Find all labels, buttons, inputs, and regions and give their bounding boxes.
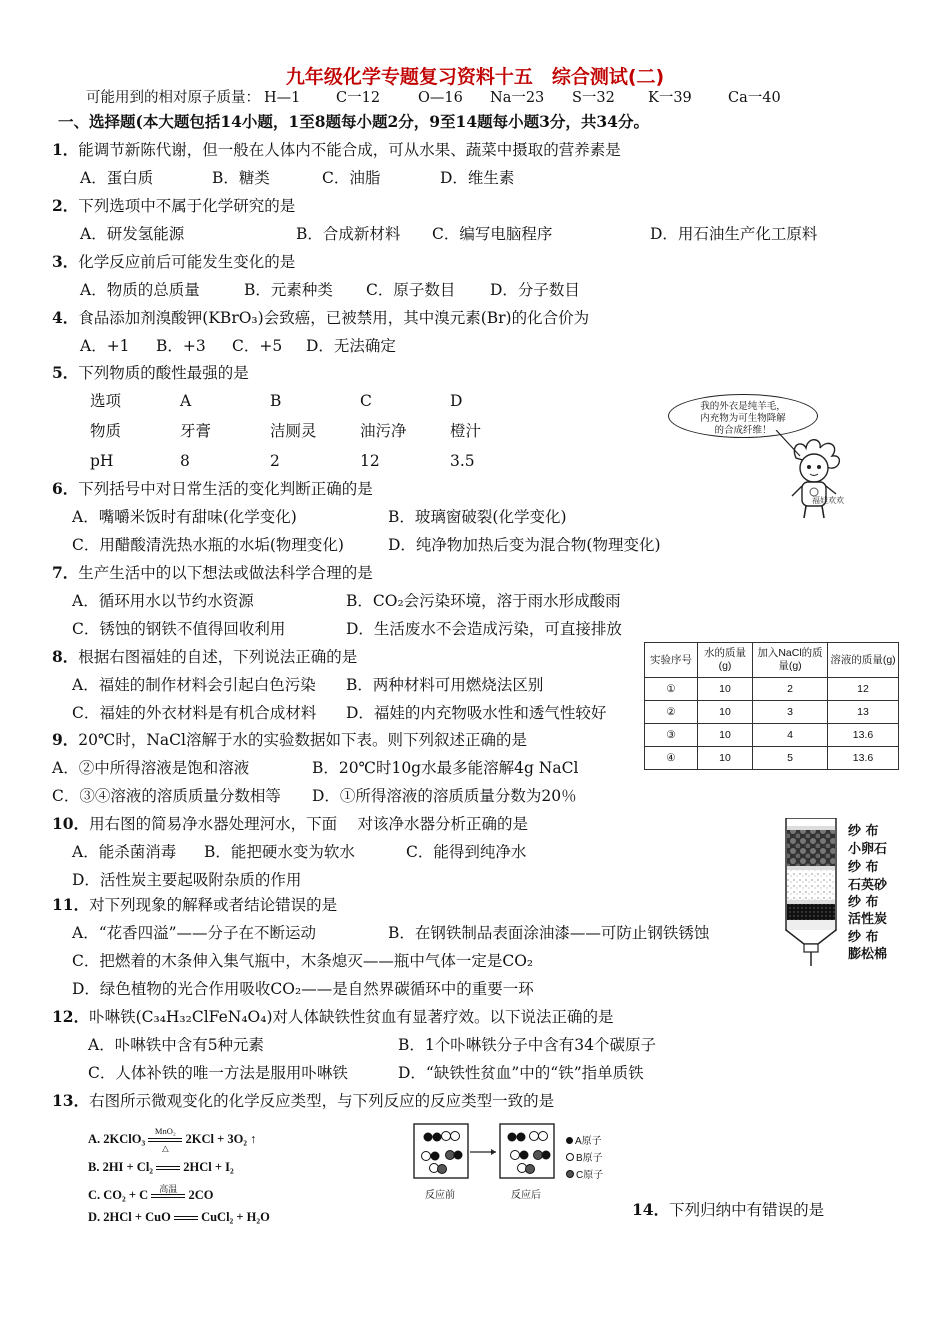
question-3	[52, 252, 295, 272]
reaction-rhs: 2HCl + I₂	[183, 1160, 234, 1174]
reaction-lhs: C. CO₂ + C	[88, 1188, 149, 1202]
option: A．“花香四溢”——分子在不断运动	[72, 924, 317, 942]
option: D．分子数目	[490, 281, 580, 299]
atomic-mass-ca: Ca一40	[728, 90, 781, 106]
question-stem: 下列物质的酸性最强的是	[78, 364, 249, 382]
option: C．油脂	[322, 169, 381, 187]
option: B．20℃时10g水最多能溶解4g NaCl	[312, 759, 579, 777]
micro-caption-before: 反应前	[425, 1190, 455, 1201]
question-stem: 化学反应前后可能发生变化的是	[78, 253, 296, 271]
reaction-rhs: 2CO	[188, 1188, 214, 1202]
question-number: 2．	[52, 196, 79, 215]
table-cell: ②	[645, 701, 698, 724]
question-number: 14．	[632, 1200, 670, 1219]
reaction-rhs: CuCl₂ + H₂O	[201, 1210, 270, 1224]
reaction-condition: △	[162, 1143, 169, 1154]
question-1	[52, 140, 621, 160]
table-row	[645, 747, 899, 770]
question-number: 13．	[52, 1091, 90, 1110]
option: B．1个卟啉铁分子中含有34个碳原子	[398, 1036, 656, 1054]
filter-label: 石英砂	[848, 878, 888, 893]
question-number: 10．	[52, 814, 90, 833]
reaction-a	[88, 1126, 257, 1154]
option: A．②中所得溶液是饱和溶液	[52, 759, 250, 777]
question-stem: 能调节新陈代谢，但一般在人体内不能合成，可从水果、蔬菜中摄取的营养素是	[78, 141, 621, 159]
reaction-rhs: 2KCl + 3O₂ ↑	[185, 1132, 257, 1146]
option: C．③④溶液的溶质质量分数相等	[52, 787, 281, 805]
ph-cell: 8	[180, 452, 190, 470]
option: C．+5	[232, 337, 283, 355]
option: D．绿色植物的光合作用吸收CO₂——是自然界碳循环中的重要一环	[72, 980, 534, 998]
bubble-line: 内充物为可生物降解	[700, 413, 786, 424]
ph-cell: 2	[270, 452, 280, 470]
option: D．纯净物加热后变为混合物(物理变化)	[388, 536, 661, 554]
question-number: 5．	[52, 363, 79, 382]
option: C．原子数目	[366, 281, 456, 299]
option: D．“缺铁性贫血”中的“铁”指单质铁	[398, 1064, 644, 1082]
option: C．能得到纯净水	[406, 843, 527, 861]
section-heading: 一、选择题(本大题包括14小题，1至8题每小题2分，9至14题每小题3分，共34分。	[58, 112, 649, 131]
table-cell: 4	[753, 724, 828, 747]
table-cell: 10	[698, 678, 753, 701]
table-header: 加入NaCl的质量(g)	[753, 643, 828, 678]
nacl-data-table	[644, 642, 899, 770]
option: B．元素种类	[244, 281, 333, 299]
option: B．能把硬水变为软水	[204, 843, 355, 861]
ph-cell: C	[360, 392, 372, 410]
table-cell: 2	[753, 678, 828, 701]
option: C．把燃着的木条伸入集气瓶中，木条熄灭——瓶中气体一定是CO₂	[72, 952, 534, 970]
question-7	[52, 563, 373, 583]
filter-label: 纱 布	[848, 930, 879, 945]
table-cell: ①	[645, 678, 698, 701]
question-number: 11．	[52, 895, 90, 914]
legend-c-atom	[566, 1166, 603, 1181]
option: A．研发氢能源	[80, 225, 185, 243]
filter-label: 活性炭	[848, 912, 888, 927]
water-filter-diagram	[780, 818, 842, 970]
table-cell: 13	[828, 701, 899, 724]
reaction-condition: 高温	[159, 1184, 178, 1195]
legend-label: C原子	[576, 1170, 604, 1181]
legend-a-atom	[566, 1132, 602, 1147]
question-stem: 20℃时，NaCl溶解于水的实验数据如下表。则下列叙述正确的是	[78, 731, 527, 749]
table-cell: 3	[753, 701, 828, 724]
table-cell: ③	[645, 724, 698, 747]
bubble-line: 的合成纤维！	[714, 425, 772, 436]
option: D．①所得溶液的溶质质量分数为20％	[312, 787, 577, 805]
option: B．玻璃窗破裂(化学变化)	[388, 508, 567, 526]
filter-label: 纱 布	[848, 860, 879, 875]
atomic-mass-k: K一39	[648, 90, 692, 106]
question-number: 12．	[52, 1007, 90, 1026]
legend-label: A原子	[575, 1136, 602, 1147]
question-12	[52, 1007, 614, 1027]
option: B．糖类	[212, 169, 270, 187]
question-number: 4．	[52, 308, 79, 327]
table-cell: 12	[828, 678, 899, 701]
question-stem: 下列归纳中有错误的是	[669, 1201, 825, 1219]
option: A．能杀菌消毒	[72, 843, 177, 861]
question-stem: 食品添加剂溴酸钾(KBrO₃)会致癌，已被禁用，其中溴元素(Br)的化合价为	[78, 309, 590, 327]
reaction-lhs: A. 2KClO₃	[88, 1132, 146, 1146]
question-stem: 根据右图福娃的自述，下列说法正确的是	[78, 648, 358, 666]
reaction-condition: MnO₂	[154, 1126, 176, 1137]
question-8	[52, 647, 357, 667]
table-row	[645, 701, 899, 724]
option: A．蛋白质	[80, 169, 154, 187]
question-5	[52, 363, 249, 383]
atomic-mass-o: O—16	[418, 90, 463, 106]
question-stem: 下列括号中对日常生活的变化判断正确的是	[78, 480, 373, 498]
page-title: 九年级化学专题复习资料十五 综合测试(二)	[285, 66, 665, 88]
legend-label: B原子	[576, 1153, 603, 1164]
reaction-c	[88, 1184, 214, 1203]
micro-caption-after: 反应后	[511, 1190, 541, 1201]
option: D．福娃的内充物吸水性和透气性较好	[346, 704, 607, 722]
filter-label: 纱 布	[848, 824, 879, 839]
filter-label: 纱 布	[848, 895, 879, 910]
bubble-line: 我的外衣是纯羊毛，	[700, 401, 786, 412]
option: B．在钢铁制品表面涂油漆——可防止钢铁锈蚀	[388, 924, 710, 942]
question-13	[52, 1091, 554, 1111]
ph-cell: 橙汁	[450, 422, 482, 440]
reaction-lhs: B. 2HI + Cl₂	[88, 1160, 154, 1174]
question-stem: 生产生活中的以下想法或做法科学合理的是	[78, 564, 373, 582]
atomic-masses	[86, 86, 781, 107]
atomic-mass-na: Na一23	[490, 90, 545, 106]
option: B．CO₂会污染环境，溶于雨水形成酸雨	[346, 592, 621, 610]
atomic-mass-c: C一12	[336, 90, 381, 106]
table-header: 水的质量(g)	[698, 643, 753, 678]
table-row	[645, 678, 899, 701]
table-cell: 13.6	[828, 724, 899, 747]
option: A．福娃的制作材料会引起白色污染	[72, 676, 316, 694]
table-cell: 10	[698, 724, 753, 747]
question-number: 1．	[52, 140, 79, 159]
table-cell: 10	[698, 747, 753, 770]
atomic-mass-s: S一32	[572, 90, 615, 106]
option: D．维生素	[440, 169, 515, 187]
question-14	[632, 1200, 824, 1220]
atomic-mass-h: H—1	[264, 90, 301, 106]
table-header: 溶液的质量(g)	[828, 643, 899, 678]
question-stem: 右图所示微观变化的化学反应类型，与下列反应的反应类型一致的是	[89, 1092, 555, 1110]
table-cell: ④	[645, 747, 698, 770]
option: D．无法确定	[306, 337, 396, 355]
option: A．卟啉铁中含有5种元素	[88, 1036, 265, 1054]
micro-reaction-diagram	[412, 1122, 562, 1182]
reaction-b	[88, 1160, 234, 1175]
question-stem: 用右图的简易净水器处理河水，下面 对该净水器分析正确的是	[89, 815, 529, 833]
question-4	[52, 308, 589, 328]
ph-cell: 选项	[90, 392, 122, 410]
option: A．物质的总质量	[80, 281, 200, 299]
question-6	[52, 479, 373, 499]
table-row	[645, 724, 899, 747]
table-cell: 10	[698, 701, 753, 724]
ph-cell: 3.5	[450, 452, 475, 470]
option: C．锈蚀的钢铁不值得回收利用	[72, 620, 286, 638]
fuwa-caption: 福娃欢欢	[812, 496, 844, 505]
ph-cell: 牙膏	[180, 422, 212, 440]
table-cell: 13.6	[828, 747, 899, 770]
ph-cell: 洁厕灵	[270, 422, 317, 440]
question-number: 8．	[52, 647, 79, 666]
ph-cell: 12	[360, 452, 380, 470]
ph-cell: 物质	[90, 422, 122, 440]
question-2	[52, 196, 295, 216]
option: B．合成新材料	[296, 225, 401, 243]
question-stem: 对下列现象的解释或者结论错误的是	[89, 896, 338, 914]
question-10	[52, 814, 528, 834]
option: C．人体补铁的唯一方法是服用卟啉铁	[88, 1064, 348, 1082]
filter-label: 小卵石	[848, 842, 888, 857]
question-stem: 下列选项中不属于化学研究的是	[78, 197, 296, 215]
option: C．福娃的外衣材料是有机合成材料	[72, 704, 317, 722]
option: D．活性炭主要起吸附杂质的作用	[72, 871, 302, 889]
ph-cell: A	[180, 392, 192, 410]
question-number: 7．	[52, 563, 79, 582]
option: D．用石油生产化工原料	[650, 225, 818, 243]
ph-cell: D	[450, 392, 463, 410]
option: A．循环用水以节约水资源	[72, 592, 254, 610]
table-header: 实验序号	[645, 643, 698, 678]
question-stem: 卟啉铁(C₃₄H₃₂ClFeN₄O₄)对人体缺铁性贫血有显著疗效。以下说法正确的是	[89, 1008, 614, 1026]
question-number: 6．	[52, 479, 79, 498]
ph-cell: B	[270, 392, 282, 410]
question-9	[52, 730, 527, 750]
option: C．编写电脑程序	[432, 225, 553, 243]
option: B．+3	[156, 337, 206, 355]
option: C．用醋酸清洗热水瓶的水垢(物理变化)	[72, 536, 344, 554]
option: A．+1	[80, 337, 130, 355]
ph-cell: 油污净	[360, 422, 407, 440]
reaction-d	[88, 1210, 270, 1225]
atomic-masses-label: 可能用到的相对原子质量：	[86, 90, 260, 106]
question-number: 3．	[52, 252, 79, 271]
ph-cell: pH	[90, 452, 114, 470]
filter-label: 膨松棉	[848, 947, 888, 962]
fuwa-mascot-image	[770, 430, 860, 526]
question-11	[52, 895, 337, 915]
legend-b-atom	[566, 1149, 603, 1164]
question-number: 9．	[52, 730, 79, 749]
table-cell: 5	[753, 747, 828, 770]
option: A．嘴嚼米饭时有甜味(化学变化)	[72, 508, 297, 526]
reaction-lhs: D. 2HCl + CuO	[88, 1210, 171, 1224]
option: D．生活废水不会造成污染，可直接排放	[346, 620, 622, 638]
option: B．两种材料可用燃烧法区别	[346, 676, 544, 694]
